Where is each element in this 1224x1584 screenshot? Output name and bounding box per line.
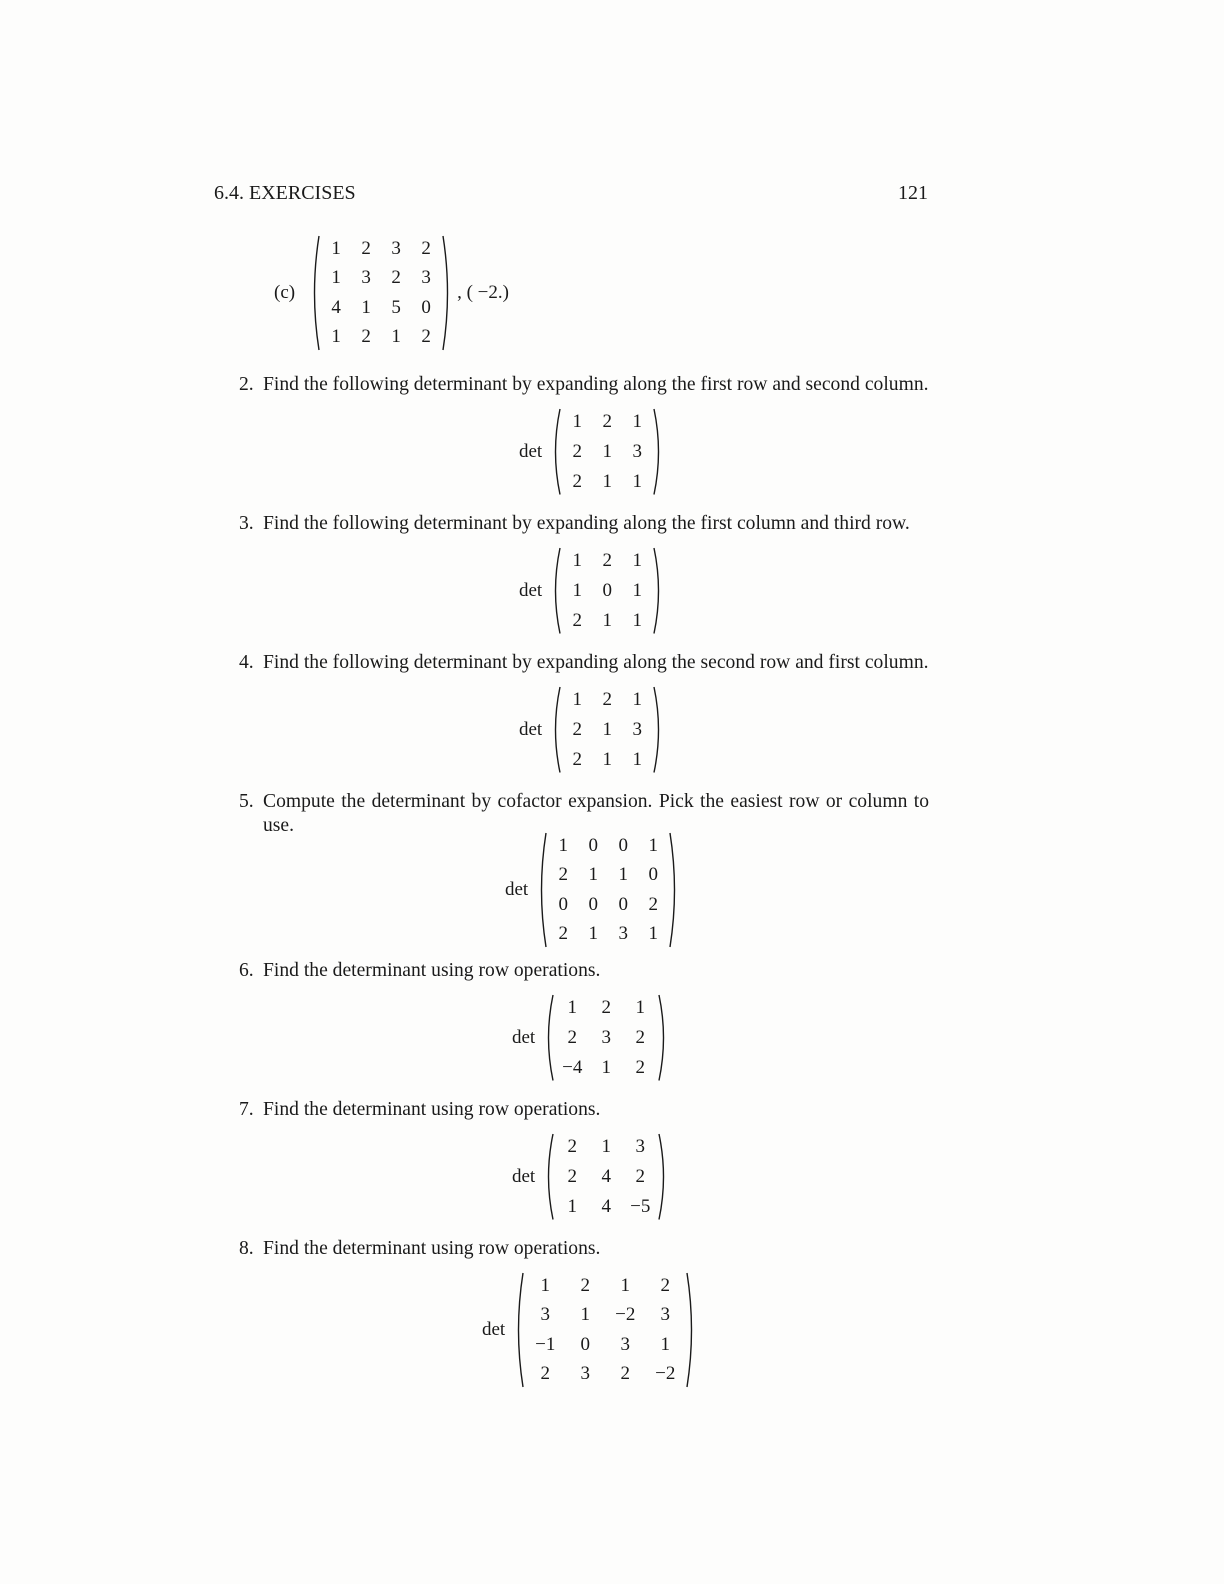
matrix-entry: 2 — [558, 923, 568, 945]
matrix-row — [321, 234, 441, 264]
right-paren — [652, 546, 664, 636]
matrix-entry: 1 — [331, 326, 341, 348]
matrix-row — [562, 467, 652, 497]
matrix-entry: 2 — [602, 550, 612, 572]
matrix-entry: 2 — [421, 237, 431, 259]
matrix-row — [525, 1301, 685, 1331]
det-label: det — [512, 1027, 536, 1048]
matrix-entry: 3 — [660, 1304, 670, 1326]
matrix-entry: 0 — [421, 296, 431, 318]
matrix-entry: 1 — [648, 834, 658, 856]
matrix-entry: 1 — [602, 440, 612, 462]
matrix-row — [548, 920, 668, 950]
matrix-entry: 5 — [391, 296, 401, 318]
exercise-text: Find the following determinant by expanding along the second row and first column. — [263, 652, 929, 673]
matrix-entry: 1 — [632, 748, 642, 770]
exercise-8 — [239, 1237, 929, 1261]
matrix-entry: 1 — [602, 609, 612, 631]
det-label: det — [512, 1166, 536, 1187]
matrix-entry: 1 — [580, 1304, 590, 1326]
matrix-row — [321, 323, 441, 353]
left-paren — [536, 831, 548, 949]
matrix-entry: 1 — [632, 470, 642, 492]
matrix-entry: 1 — [361, 296, 371, 318]
left-paren — [543, 993, 555, 1083]
matrix-entry: 3 — [632, 718, 642, 740]
part-c-suffix: , ( −2.) — [457, 282, 509, 303]
matrix-entry: 2 — [580, 1274, 590, 1296]
matrix-entry: 1 — [331, 267, 341, 289]
matrix-entry: 2 — [572, 718, 582, 740]
right-paren — [668, 831, 680, 949]
matrix-row — [562, 606, 652, 636]
matrix-entry: 1 — [331, 237, 341, 259]
matrix-entries — [562, 407, 652, 497]
matrix-entry: 1 — [632, 609, 642, 631]
matrix-row — [555, 1132, 657, 1162]
matrix — [309, 234, 453, 352]
exercise-text: Find the determinant using row operations. — [263, 1238, 601, 1259]
matrix-entry: 4 — [601, 1195, 611, 1217]
matrix — [543, 993, 669, 1083]
exercise-text: Compute the determinant by cofactor expansion. Pick the easiest row or column to use. — [263, 791, 929, 836]
matrix-entries — [321, 234, 441, 352]
exercise-number: 3. — [239, 513, 254, 534]
right-paren — [441, 234, 453, 352]
right-paren — [685, 1271, 697, 1389]
matrix — [550, 407, 664, 497]
matrix-entry: 1 — [635, 997, 645, 1019]
matrix-entry: 0 — [618, 893, 628, 915]
exercise-2 — [239, 373, 929, 397]
matrix-entry: 0 — [558, 893, 568, 915]
matrix-row — [562, 407, 652, 437]
matrix-entry: 1 — [567, 997, 577, 1019]
matrix-row — [321, 264, 441, 294]
exercise-8-determinant — [482, 1274, 697, 1386]
matrix-row — [548, 831, 668, 861]
exercise-number: 6. — [239, 960, 254, 981]
matrix-row — [555, 993, 657, 1023]
exercise-6-determinant — [512, 995, 669, 1081]
left-paren — [550, 407, 562, 497]
right-paren — [657, 993, 669, 1083]
left-paren — [550, 685, 562, 775]
part-c — [274, 238, 509, 348]
left-paren — [513, 1271, 525, 1389]
exercise-5-determinant — [505, 834, 680, 946]
matrix-row — [555, 1023, 657, 1053]
matrix-entry: 3 — [635, 1136, 645, 1158]
matrix-entry: 2 — [635, 1056, 645, 1078]
det-label: det — [519, 441, 543, 462]
matrix-entry: 0 — [602, 579, 612, 601]
right-paren — [657, 1132, 669, 1222]
matrix-entry: 2 — [540, 1363, 550, 1385]
matrix-entry: 2 — [635, 1026, 645, 1048]
matrix-row — [562, 437, 652, 467]
matrix-entry: 3 — [540, 1304, 550, 1326]
exercise-number: 4. — [239, 652, 254, 673]
matrix-row — [555, 1162, 657, 1192]
matrix — [513, 1271, 697, 1389]
matrix-entry: 2 — [567, 1026, 577, 1048]
exercise-2-determinant — [519, 409, 664, 495]
matrix-entry: 2 — [558, 864, 568, 886]
matrix-entry: 2 — [572, 609, 582, 631]
matrix-entry: 1 — [632, 579, 642, 601]
matrix-entry: 0 — [588, 893, 598, 915]
right-paren — [652, 407, 664, 497]
matrix-entry: 3 — [618, 923, 628, 945]
matrix-entry: 2 — [391, 267, 401, 289]
matrix-entry: 1 — [567, 1195, 577, 1217]
matrix-entry: 2 — [602, 411, 612, 433]
matrix-entry: 1 — [601, 1056, 611, 1078]
matrix-entry: 2 — [361, 237, 371, 259]
left-paren — [543, 1132, 555, 1222]
matrix-row — [562, 546, 652, 576]
exercise-text: Find the determinant using row operations. — [263, 960, 601, 981]
left-paren — [309, 234, 321, 352]
matrix-row — [321, 293, 441, 323]
matrix-entry: 1 — [588, 864, 598, 886]
matrix-row — [562, 715, 652, 745]
matrix-entry: 1 — [602, 470, 612, 492]
exercise-4-determinant — [519, 687, 664, 773]
running-header — [214, 182, 928, 205]
matrix-entry: 1 — [588, 923, 598, 945]
exercise-text: Find the following determinant by expanding along the first column and third row. — [263, 513, 910, 534]
matrix-row — [548, 861, 668, 891]
exercise-3-determinant — [519, 548, 664, 634]
matrix-entry: 2 — [567, 1165, 577, 1187]
exercise-3 — [239, 512, 929, 536]
matrix-entry: 3 — [601, 1026, 611, 1048]
matrix-entry: 1 — [391, 326, 401, 348]
matrix-entry: 2 — [567, 1136, 577, 1158]
exercise-4 — [239, 651, 929, 675]
matrix-entry: 1 — [618, 864, 628, 886]
matrix-entry: −4 — [562, 1056, 583, 1078]
exercise-text: Find the following determinant by expanding along the first row and second column. — [263, 374, 929, 395]
matrix-entry: 1 — [648, 923, 658, 945]
section-title: 6.4. EXERCISES — [214, 182, 356, 204]
page-number: 121 — [898, 182, 928, 204]
matrix-row — [525, 1330, 685, 1360]
matrix-entry: 1 — [632, 689, 642, 711]
matrix-entry: −2 — [615, 1304, 636, 1326]
right-paren — [652, 685, 664, 775]
matrix-entry: 2 — [648, 893, 658, 915]
matrix-entry: −2 — [655, 1363, 676, 1385]
matrix-entry: 0 — [588, 834, 598, 856]
matrix-row — [525, 1271, 685, 1301]
matrix-entries — [555, 993, 657, 1083]
matrix-entry: 3 — [632, 440, 642, 462]
det-label: det — [519, 719, 543, 740]
matrix-entry: 4 — [601, 1165, 611, 1187]
exercise-7-determinant — [512, 1134, 669, 1220]
matrix-row — [555, 1053, 657, 1083]
matrix-entries — [562, 546, 652, 636]
matrix-entry: −1 — [535, 1333, 556, 1355]
matrix-entry: 1 — [602, 718, 612, 740]
exercise-number: 8. — [239, 1238, 254, 1259]
matrix-row — [525, 1360, 685, 1390]
matrix-entry: 4 — [331, 296, 341, 318]
matrix-entry: 2 — [572, 440, 582, 462]
matrix-entry: 2 — [602, 689, 612, 711]
matrix-row — [562, 685, 652, 715]
matrix-entry: 1 — [660, 1333, 670, 1355]
matrix-row — [562, 745, 652, 775]
matrix-entry: 2 — [572, 748, 582, 770]
matrix-entry: 1 — [558, 834, 568, 856]
matrix-entries — [555, 1132, 657, 1222]
matrix-row — [548, 890, 668, 920]
matrix-entry: 3 — [361, 267, 371, 289]
matrix — [550, 685, 664, 775]
matrix-entry: 0 — [618, 834, 628, 856]
matrix-entry: 3 — [620, 1333, 630, 1355]
left-paren — [550, 546, 562, 636]
matrix-entry: 0 — [580, 1333, 590, 1355]
matrix-entry: 3 — [391, 237, 401, 259]
part-c-label: (c) — [274, 282, 296, 303]
exercise-number: 7. — [239, 1099, 254, 1120]
matrix-entry: 2 — [572, 470, 582, 492]
matrix-entry: 1 — [540, 1274, 550, 1296]
exercise-text: Find the determinant using row operations. — [263, 1099, 601, 1120]
exercise-7 — [239, 1098, 929, 1122]
matrix — [543, 1132, 669, 1222]
matrix-entry: 3 — [421, 267, 431, 289]
matrix-entries — [525, 1271, 685, 1389]
matrix-entry: 1 — [632, 411, 642, 433]
matrix-entry: 1 — [572, 411, 582, 433]
matrix-entry: 2 — [421, 326, 431, 348]
matrix-entry: 2 — [361, 326, 371, 348]
det-label: det — [505, 879, 529, 900]
matrix-row — [555, 1192, 657, 1222]
matrix — [550, 546, 664, 636]
matrix-entry: 2 — [601, 997, 611, 1019]
det-label: det — [482, 1319, 506, 1340]
exercise-number: 5. — [239, 791, 254, 812]
matrix-entry: 1 — [572, 550, 582, 572]
matrix-entry: 1 — [572, 689, 582, 711]
exercise-number: 2. — [239, 374, 254, 395]
matrix-entry: 1 — [602, 748, 612, 770]
matrix-entry: 2 — [620, 1363, 630, 1385]
matrix-entries — [562, 685, 652, 775]
matrix — [536, 831, 680, 949]
exercise-6 — [239, 959, 929, 983]
matrix-row — [562, 576, 652, 606]
matrix-entry: 2 — [635, 1165, 645, 1187]
matrix-entry: 2 — [660, 1274, 670, 1296]
matrix-entry: 1 — [572, 579, 582, 601]
matrix-entries — [548, 831, 668, 949]
matrix-entry: 1 — [601, 1136, 611, 1158]
matrix-entry: 1 — [632, 550, 642, 572]
det-label: det — [519, 580, 543, 601]
matrix-entry: 3 — [580, 1363, 590, 1385]
matrix-entry: −5 — [630, 1195, 651, 1217]
matrix-entry: 0 — [648, 864, 658, 886]
matrix-entry: 1 — [620, 1274, 630, 1296]
